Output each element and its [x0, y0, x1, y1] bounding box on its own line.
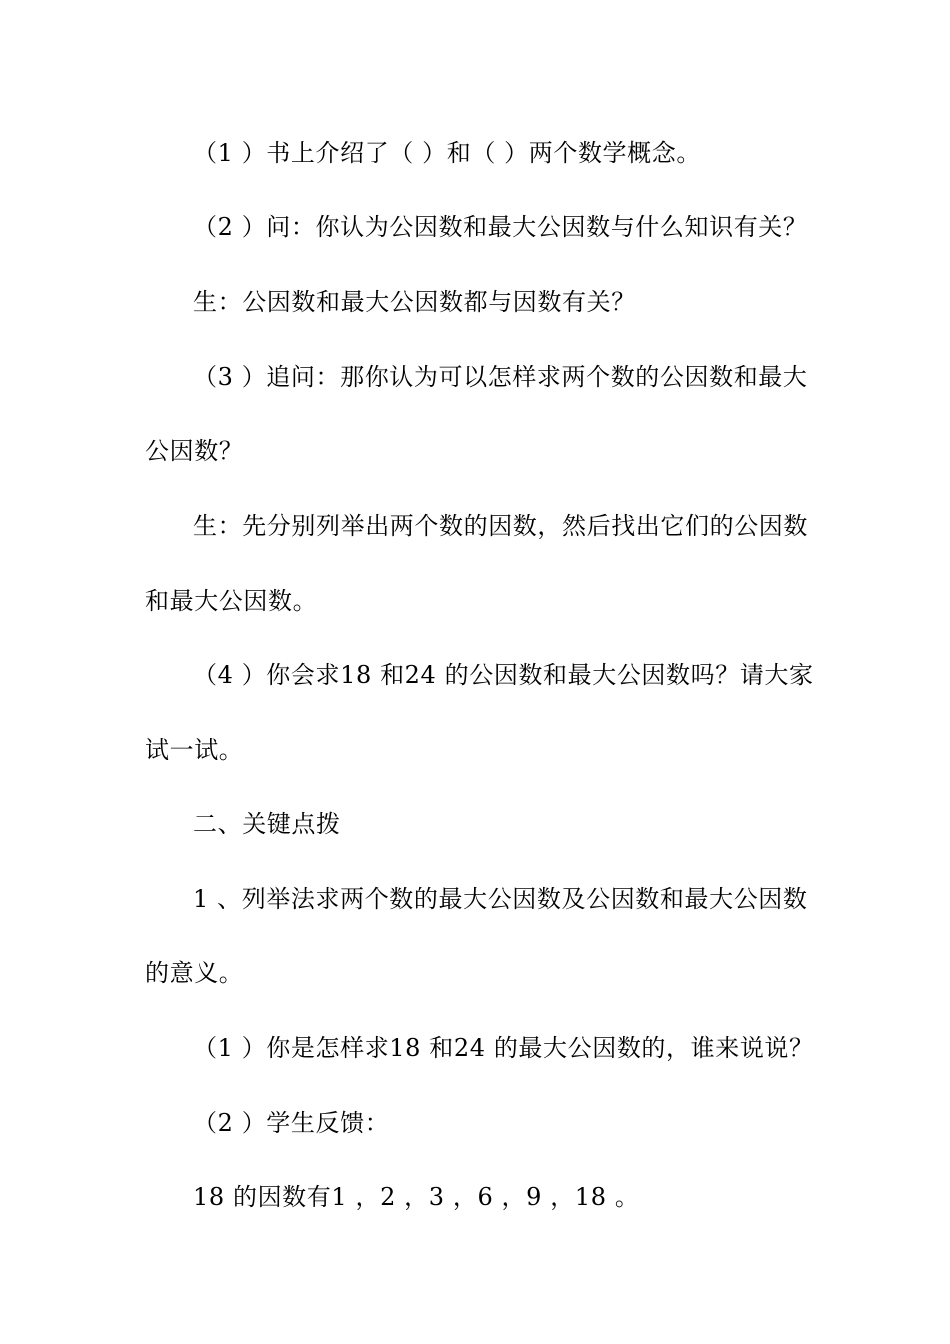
question-3-text: （3 ）追问：那你认为可以怎样求两个数的公因数和最大	[193, 363, 808, 391]
student-answer-2: 生：先分别列举出两个数的因数，然后找出它们的公因数	[193, 512, 808, 540]
question-1-text: （1 ）书上介绍了（ ）和（ ）两个数学概念。	[193, 139, 701, 167]
question-3-continuation: 公因数？	[145, 437, 244, 465]
factors-of-18-text: 18 的因数有1 ，2 ，3 ，6 ，9 ，18 。	[193, 1183, 640, 1211]
point-1-text: 1 、列举法求两个数的最大公因数及公因数和最大公因数	[193, 885, 808, 913]
section-heading: 二、关键点拨	[193, 810, 341, 838]
sub-question-2-text: （2 ）学生反馈：	[193, 1109, 390, 1137]
student-answer-2-continuation: 和最大公因数。	[145, 587, 318, 615]
question-2-text: （2 ）问：你认为公因数和最大公因数与什么知识有关？	[193, 213, 808, 241]
question-4-continuation: 试一试。	[145, 736, 244, 764]
sub-question-1-text: （1 ）你是怎样求18 和24 的最大公因数的，谁来说说？	[193, 1034, 814, 1062]
student-answer-1: 生：公因数和最大公因数都与因数有关？	[193, 288, 636, 316]
question-4-text: （4 ）你会求18 和24 的公因数和最大公因数吗？请大家	[193, 661, 814, 689]
point-1-continuation: 的意义。	[145, 959, 244, 987]
